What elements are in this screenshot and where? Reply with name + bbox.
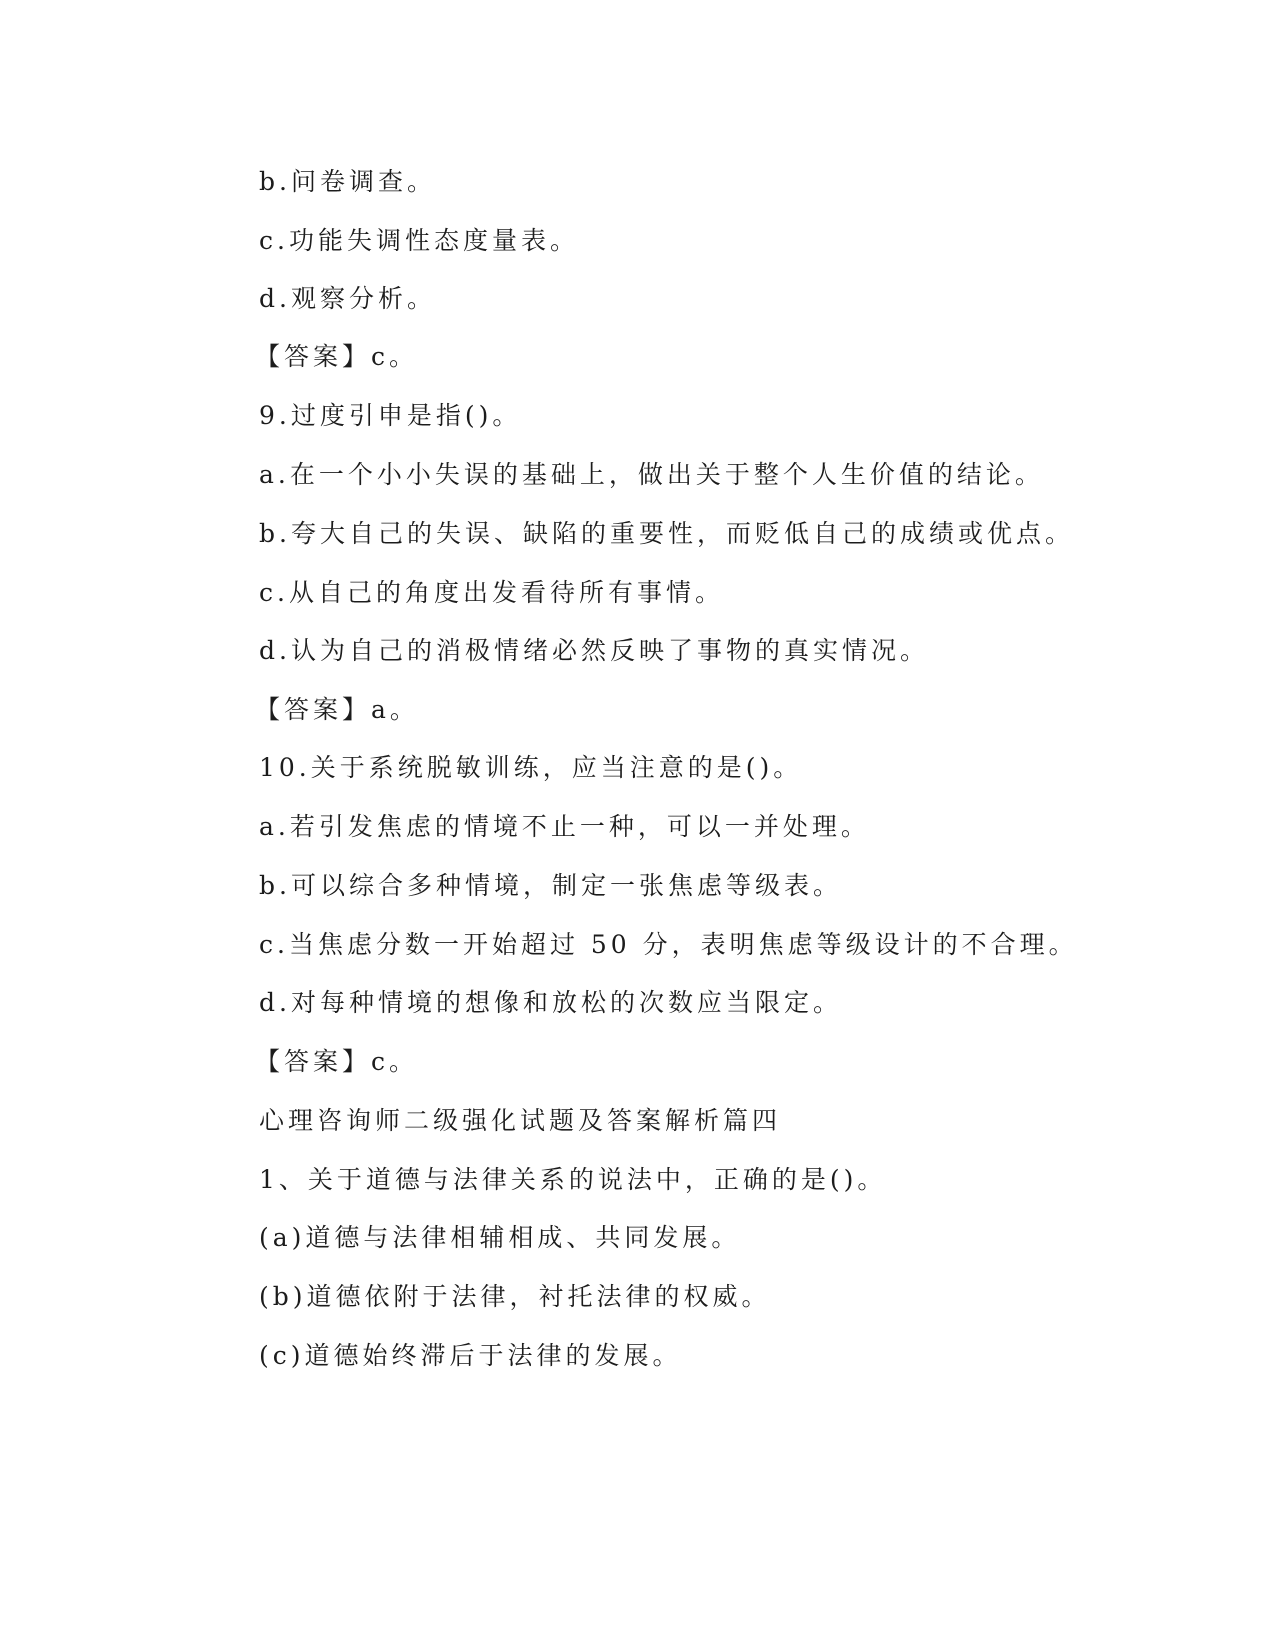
option-b-q10: b.可以综合多种情境，制定一张焦虑等级表。 [259,871,842,900]
option-b-q1: (b)道德依附于法律，衬托法律的权威。 [259,1282,771,1311]
option-d-q8: d.观察分析。 [259,284,436,313]
option-d-q10: d.对每种情境的想像和放松的次数应当限定。 [259,988,842,1017]
question-10: 10.关于系统脱敏训练，应当注意的是()。 [259,753,803,782]
option-c-q8: c.功能失调性态度量表。 [259,226,579,255]
option-a-q9: a.在一个小小失误的基础上，做出关于整个人生价值的结论。 [259,460,1044,489]
question-9: 9.过度引申是指()。 [259,401,522,430]
option-b-q9: b.夸大自己的失误、缺陷的重要性，而贬低自己的成绩或优点。 [259,519,1074,548]
option-b-q8: b.问卷调查。 [259,167,436,196]
option-a-q1: (a)道德与法律相辅相成、共同发展。 [259,1223,741,1252]
option-a-q10: a.若引发焦虑的情境不止一种，可以一并处理。 [259,812,870,841]
option-c-q1: (c)道德始终滞后于法律的发展。 [259,1341,682,1370]
answer-q9: 【答案】a。 [255,695,419,724]
option-c-q10: c.当焦虑分数一开始超过 50 分，表明焦虑等级设计的不合理。 [259,930,1078,959]
option-d-q9: d.认为自己的消极情绪必然反映了事物的真实情况。 [259,636,929,665]
answer-q10: 【答案】c。 [255,1047,419,1076]
answer-q8: 【答案】c。 [255,342,419,371]
option-c-q9: c.从自己的角度出发看待所有事情。 [259,578,724,607]
section-heading: 心理咨询师二级强化试题及答案解析篇四 [259,1106,782,1135]
question-1: 1、关于道德与法律关系的说法中，正确的是()。 [259,1165,887,1194]
